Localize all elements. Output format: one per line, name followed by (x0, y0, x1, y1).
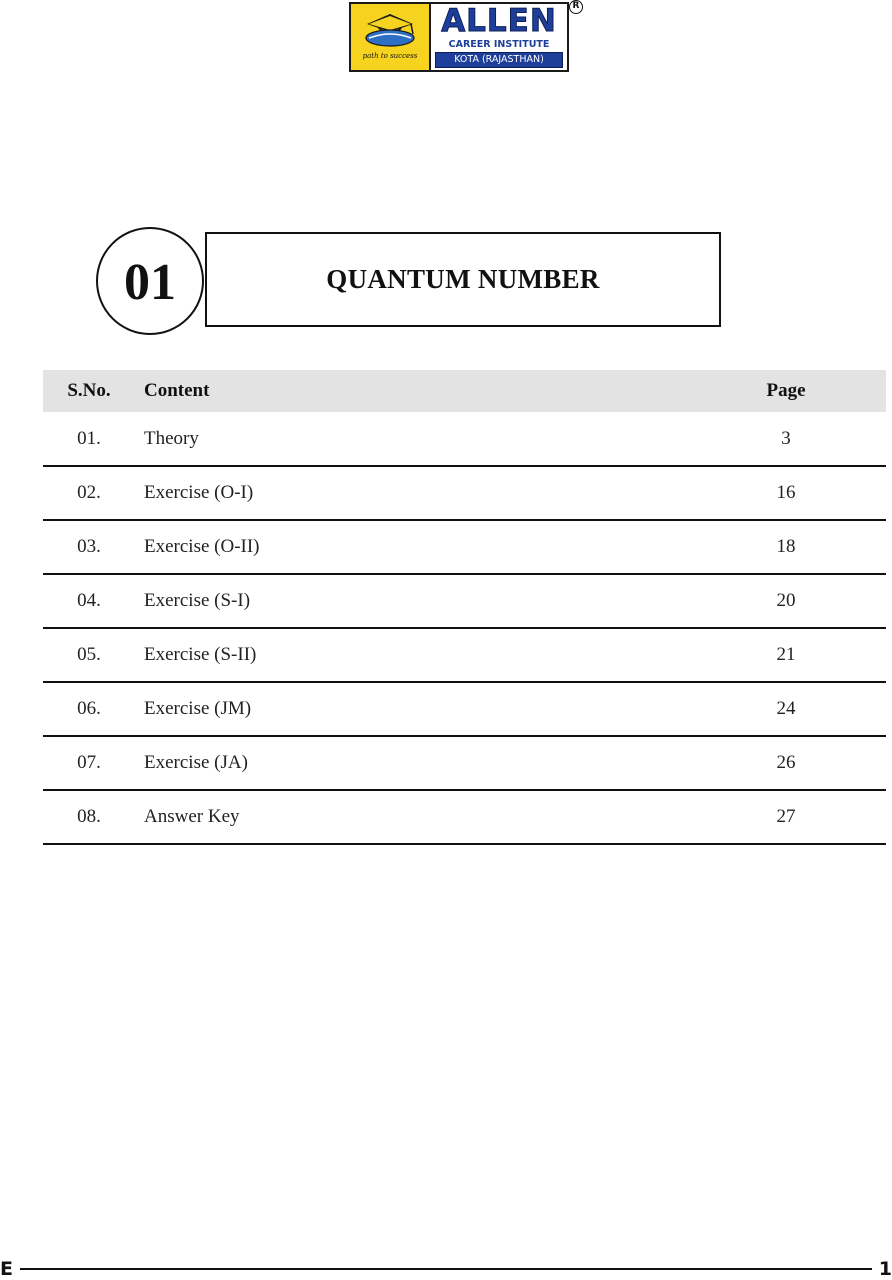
chapter-number-badge (96, 227, 204, 335)
row-content: Exercise (O-II) (144, 536, 260, 557)
header-sno: S.No. (67, 380, 111, 401)
row-sno: 06. (77, 698, 101, 719)
table-row (43, 791, 886, 845)
registered-mark-icon: R (569, 0, 583, 14)
row-content: Exercise (JM) (144, 698, 252, 719)
contents-table (43, 370, 886, 845)
row-page: 16 (776, 482, 796, 503)
row-page: 21 (776, 644, 796, 665)
row-sno: 08. (77, 806, 101, 827)
table-row (43, 467, 886, 521)
table-row (43, 521, 886, 575)
logo-brand-name: ALLEN (441, 3, 557, 39)
logo-location: KOTA (RAJASTHAN) (435, 52, 563, 68)
row-sno: 07. (77, 752, 101, 773)
row-page: 24 (776, 698, 796, 719)
row-content: Exercise (S-I) (144, 590, 251, 611)
chapter-title: QUANTUM NUMBER (326, 264, 600, 294)
table-row (43, 737, 886, 791)
row-sno: 01. (77, 427, 101, 449)
table-row (43, 412, 886, 467)
row-content: Answer Key (144, 806, 240, 827)
table-row (43, 575, 886, 629)
header-page: Page (766, 380, 806, 401)
row-page: 3 (781, 427, 791, 449)
row-sno: 02. (77, 482, 101, 503)
row-page: 26 (776, 752, 796, 773)
row-content: Theory (144, 427, 199, 449)
graduation-cap-icon (359, 10, 421, 50)
row-sno: 03. (77, 536, 101, 557)
logo-text-block (431, 4, 567, 70)
logo-tagline: path to success (362, 52, 418, 60)
row-page: 20 (776, 590, 796, 611)
header-content: Content (144, 380, 210, 401)
logo-emblem (351, 4, 431, 70)
row-sno: 05. (77, 644, 101, 665)
row-content: Exercise (O-I) (144, 482, 254, 503)
table-header (43, 370, 886, 412)
table-row (43, 629, 886, 683)
allen-logo (349, 2, 569, 72)
row-content: Exercise (S-II) (144, 644, 257, 665)
table-row (43, 683, 886, 737)
chapter-number: 01 (124, 254, 176, 311)
logo-subtitle: CAREER INSTITUTE (448, 39, 550, 50)
row-page: 18 (776, 536, 796, 557)
row-sno: 04. (77, 590, 101, 611)
footer-page-number: 1 (878, 1258, 892, 1280)
row-content: Exercise (JA) (144, 752, 248, 773)
footer-rule (20, 1268, 872, 1270)
chapter-title-box (205, 232, 721, 327)
row-page: 27 (776, 806, 796, 827)
footer-section-marker: E (0, 1258, 13, 1280)
